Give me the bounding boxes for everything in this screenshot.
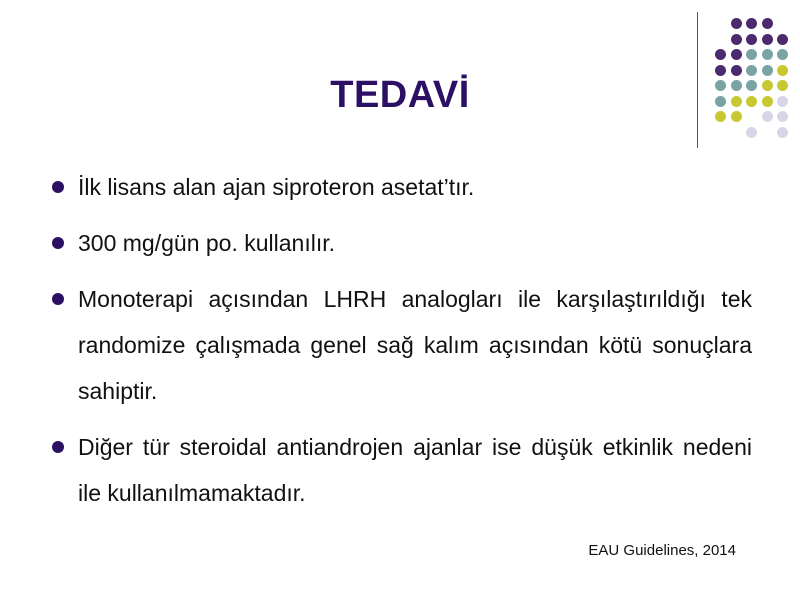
bullet-text: 300 mg/gün po. kullanılır.: [78, 230, 335, 256]
decor-dot: [746, 127, 757, 138]
bullet-item: [48, 220, 752, 266]
decor-dot: [762, 49, 773, 60]
bullet-text: Monoterapi açısından LHRH analogları ile karşılaştırıldığı tek randomize çalışmada genel sağ kalım açısından kötü sonuçlara sahiptir.: [78, 286, 752, 404]
decor-dot: [746, 18, 757, 29]
bullet-text: İlk lisans alan ajan siproteron asetat’tır.: [78, 174, 475, 200]
decor-dot: [746, 49, 757, 60]
decor-dot: [777, 34, 788, 45]
decor-dot: [777, 127, 788, 138]
bullet-icon: [52, 237, 64, 249]
slide-title: TEDAVİ: [330, 74, 470, 116]
source-citation: EAU Guidelines, 2014: [588, 542, 736, 559]
decor-dot: [746, 34, 757, 45]
decor-dot: [762, 34, 773, 45]
bullet-item: [48, 164, 752, 210]
bullet-icon: [52, 181, 64, 193]
bullet-item: [48, 424, 752, 516]
decor-dot: [731, 49, 742, 60]
decor-dot: [731, 18, 742, 29]
bullet-icon: [52, 293, 64, 305]
bullet-item: [48, 276, 752, 414]
decor-dot: [731, 34, 742, 45]
decor-dot: [762, 18, 773, 29]
decor-dot: [777, 49, 788, 60]
bullet-icon: [52, 441, 64, 453]
bullet-text: Diğer tür steroidal antiandrojen ajanlar ise düşük etkinlik nedeni ile kullanılmamaktadır.: [78, 434, 752, 506]
bullet-list: [48, 164, 752, 526]
decor-dot: [715, 49, 726, 60]
